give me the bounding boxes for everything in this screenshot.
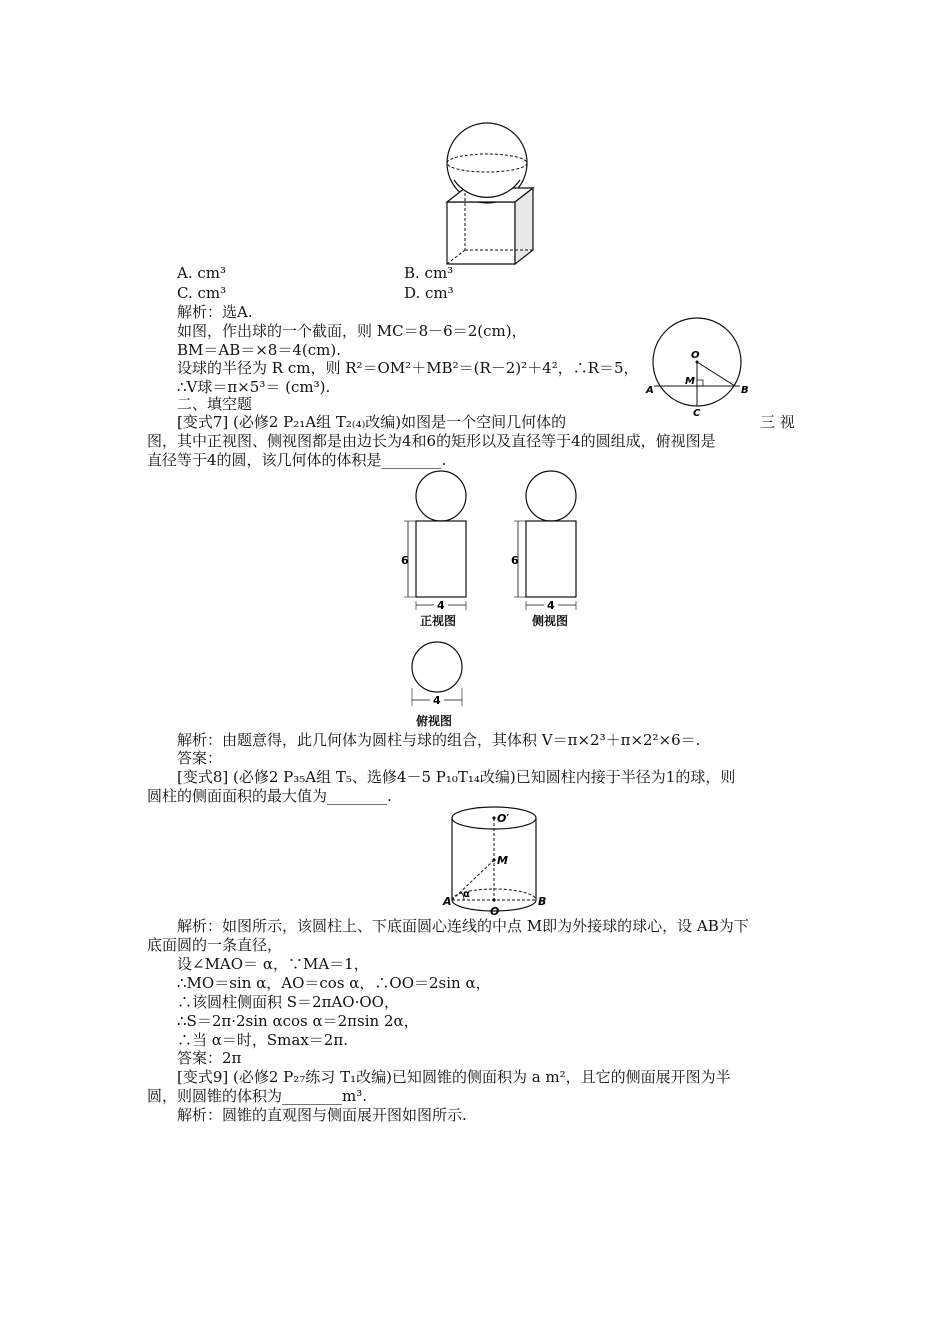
side-dim-4: 4 xyxy=(547,599,555,612)
q7-answer-label: 答案： xyxy=(177,749,223,767)
label-alpha: α xyxy=(463,889,470,900)
q8-solution-line-7: ∴当 α＝时，Smax＝2π. xyxy=(177,1031,348,1049)
q8-line-1: [变式8] (必修2 P₃₅A组 T₅、选修4－5 P₁₀T₁₄改编)已知圆柱内接于半径为1的球，则 xyxy=(177,768,736,786)
section-heading: 二、填空题 xyxy=(177,395,253,413)
option-a: A. cm³ xyxy=(177,264,227,282)
label-o: O xyxy=(490,905,500,918)
sphere-on-cube-figure xyxy=(440,118,540,266)
q6-solution-line-2: 如图，作出球的一个截面，则 MC＝8－6＝2(cm)， xyxy=(177,322,527,340)
q8-solution-line-4: ∴MO＝sin α，AO＝cos α，∴OO＝2sin α， xyxy=(177,974,491,992)
side-view-caption: 侧视图 xyxy=(532,614,569,628)
label-c: C xyxy=(693,408,701,419)
q7-line-2: 图，其中正视图、侧视图都是由边长为4和6的矩形以及直径等于4的圆组成，俯视图是 xyxy=(147,432,716,450)
q8-solution-line-3: 设∠MAO＝ α，∵MA＝1， xyxy=(177,955,369,973)
q9-line-2: 圆，则圆锥的体积为________m³. xyxy=(147,1087,368,1105)
q8-solution-line-1: 解析：如图所示，该圆柱上、下底面圆心连线的中点 M即为外接球的球心，设 AB为下 xyxy=(177,917,749,935)
q8-answer: 答案：2π xyxy=(177,1049,242,1067)
top-view-figure xyxy=(404,640,474,710)
q6-solution-line-1: 解析：选A. xyxy=(177,303,253,321)
q9-solution: 解析：圆锥的直观图与侧面展开图如图所示. xyxy=(177,1106,467,1124)
label-o-prime: O′ xyxy=(497,812,510,825)
option-b: B. cm³ xyxy=(404,264,454,282)
label-o: O xyxy=(691,350,700,361)
q6-solution-line-3: BM＝AB＝×8＝4(cm). xyxy=(177,341,341,359)
side-dim-6: 6 xyxy=(511,554,519,567)
cylinder-in-sphere-figure xyxy=(444,804,548,918)
sphere-cross-section-figure xyxy=(640,316,760,419)
label-a: A xyxy=(443,895,452,908)
q7-solution: 解析：由题意得，此几何体为圆柱与球的组合，其体积 V＝π×2³＋π×2²×6＝. xyxy=(177,731,701,749)
label-b: B xyxy=(538,895,547,908)
side-view-figure xyxy=(508,468,588,630)
label-m: M xyxy=(685,376,695,387)
q7-line-1b: 三 视 xyxy=(760,413,795,431)
label-a: A xyxy=(646,385,654,396)
q7-line-3: 直径等于4的圆，该几何体的体积是________. xyxy=(147,451,447,469)
q8-line-2: 圆柱的侧面面积的最大值为________. xyxy=(147,787,392,805)
option-d: D. cm³ xyxy=(404,284,454,302)
q7-line-1a: [变式7] (必修2 P₂₁A组 T₂₍₄₎改编)如图是一个空间几何体的 xyxy=(177,413,567,431)
q8-solution-line-2: 底面圆的一条直径， xyxy=(147,936,283,954)
q8-solution-line-5: ∴该圆柱侧面积 S＝2πAO·OO， xyxy=(177,993,399,1011)
front-view-figure xyxy=(398,468,478,630)
front-view-caption: 正视图 xyxy=(420,614,457,628)
option-c: C. cm³ xyxy=(177,284,227,302)
label-b: B xyxy=(741,385,749,396)
q6-solution-line-4: 设球的半径为 R cm，则 R²＝OM²＋MB²＝(R－2)²＋4²，∴R＝5， xyxy=(177,359,639,377)
q9-line-1: [变式9] (必修2 P₂₇练习 T₁改编)已知圆锥的侧面积为 a m²，且它的侧面展开图为半 xyxy=(177,1068,731,1086)
label-m: M xyxy=(497,854,508,867)
front-dim-6: 6 xyxy=(401,554,409,567)
q8-solution-line-6: ∴S＝2π·2sin αcos α＝2πsin 2α， xyxy=(177,1012,419,1030)
top-dim-4: 4 xyxy=(433,694,441,707)
front-dim-4: 4 xyxy=(437,599,445,612)
top-view-caption: 俯视图 xyxy=(416,714,453,728)
q6-solution-line-5: ∴V球＝π×5³＝ (cm³). xyxy=(177,378,331,396)
